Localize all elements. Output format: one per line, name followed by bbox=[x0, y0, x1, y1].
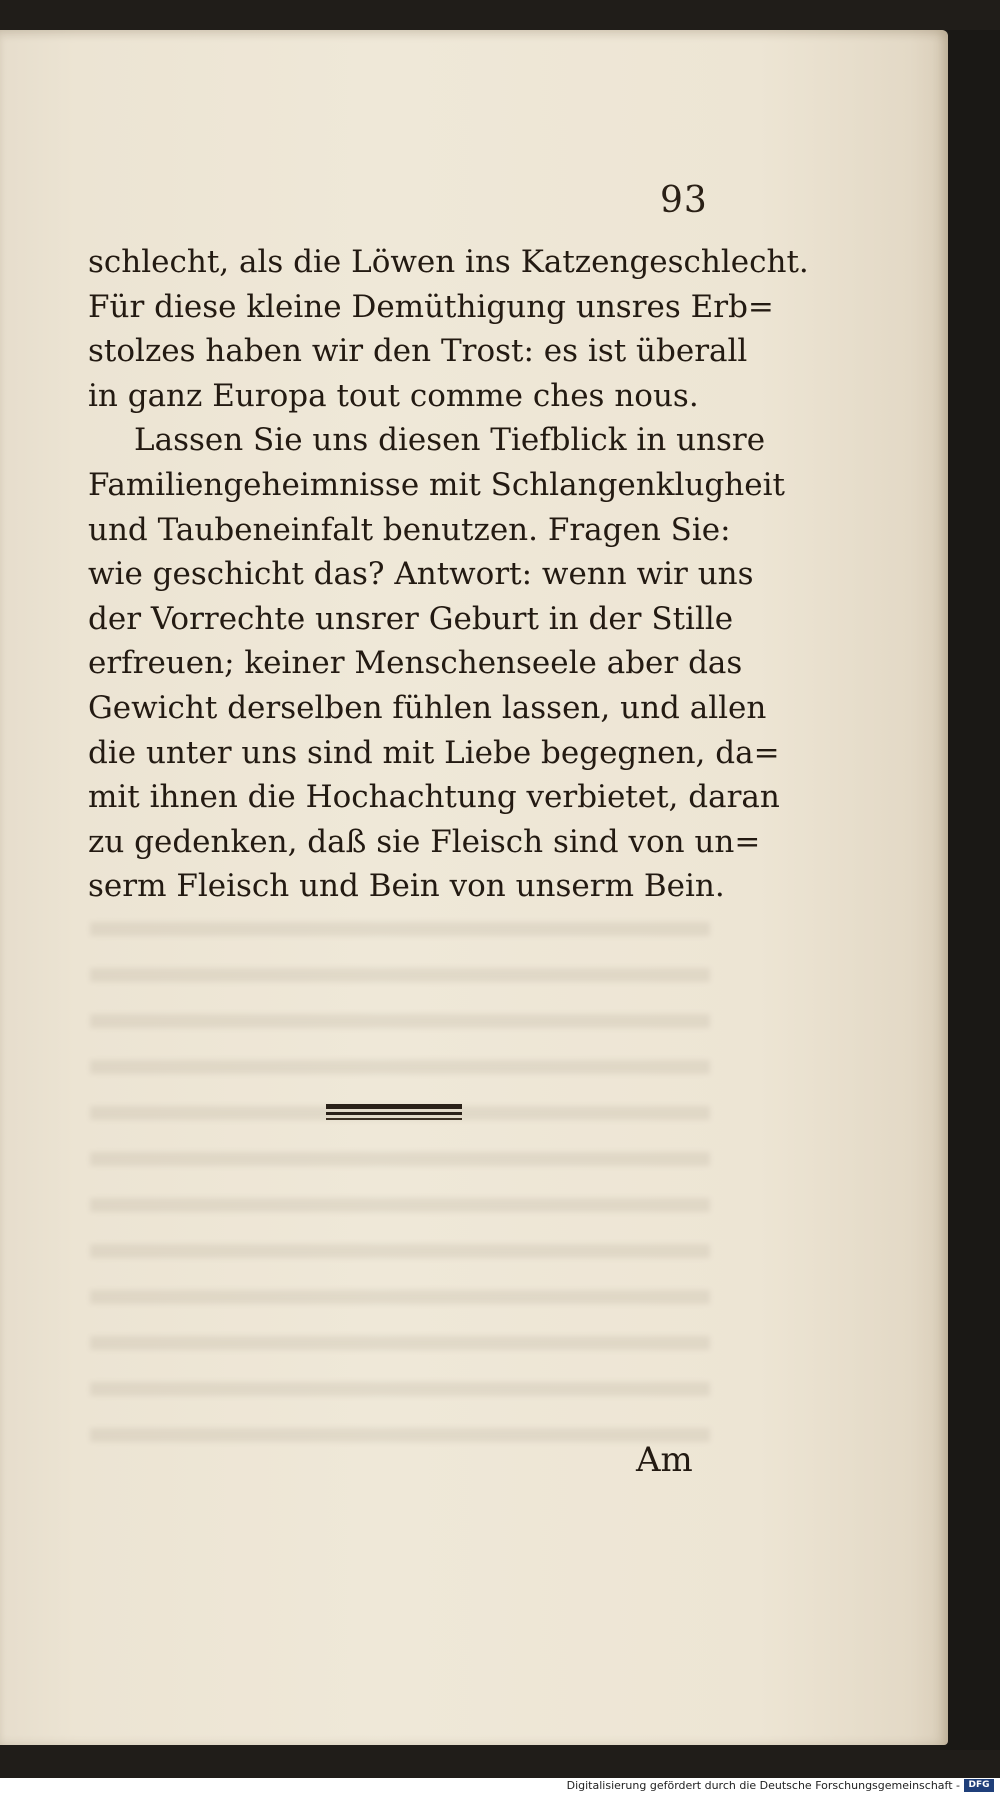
text-line: mit ihnen die Hochachtung verbietet, daran bbox=[88, 779, 780, 816]
text-line: zu gedenken, daß sie Fleisch sind von un= bbox=[88, 823, 761, 860]
show-through-text bbox=[90, 900, 710, 1460]
text-line: wie geschicht das? Antwort: wenn wir uns bbox=[88, 556, 754, 593]
body-text bbox=[88, 240, 809, 909]
text-line: die unter uns sind mit Liebe begegnen, da= bbox=[88, 734, 780, 771]
text-line: Lassen Sie uns diesen Tiefblick in unsre bbox=[134, 422, 766, 459]
page-number: 93 bbox=[660, 180, 708, 221]
scan-right-edge bbox=[940, 30, 1000, 1750]
text-line: in ganz Europa tout comme ches nous. bbox=[88, 377, 699, 414]
text-line: Familiengeheimnisse mit Schlangenklugheit bbox=[88, 466, 785, 503]
digitization-credit: Digitalisierung gefördert durch die Deutsche Forschungsgemeinschaft - bbox=[566, 1779, 960, 1792]
catchword: Am bbox=[636, 1440, 693, 1480]
dfg-logo: DFG bbox=[964, 1779, 994, 1792]
divider-rule bbox=[326, 1104, 462, 1109]
text-line: und Taubeneinfalt benutzen. Fragen Sie: bbox=[88, 511, 731, 548]
text-line: Gewicht derselben fühlen lassen, und allen bbox=[88, 689, 767, 726]
section-divider-ornament bbox=[326, 1100, 462, 1124]
divider-rule bbox=[326, 1112, 462, 1115]
text-line: der Vorrechte unsrer Geburt in der Stille bbox=[88, 600, 734, 637]
divider-rule bbox=[326, 1118, 462, 1120]
text-line: schlecht, als die Löwen ins Katzengeschlecht. bbox=[88, 244, 809, 280]
text-line: serm Fleisch und Bein von unserm Bein. bbox=[88, 868, 725, 905]
text-line: erfreuen; keiner Menschenseele aber das bbox=[88, 645, 743, 682]
text-line: Für diese kleine Demüthigung unsres Erb= bbox=[88, 288, 774, 325]
text-line: stolzes haben wir den Trost: es ist überall bbox=[88, 333, 748, 370]
